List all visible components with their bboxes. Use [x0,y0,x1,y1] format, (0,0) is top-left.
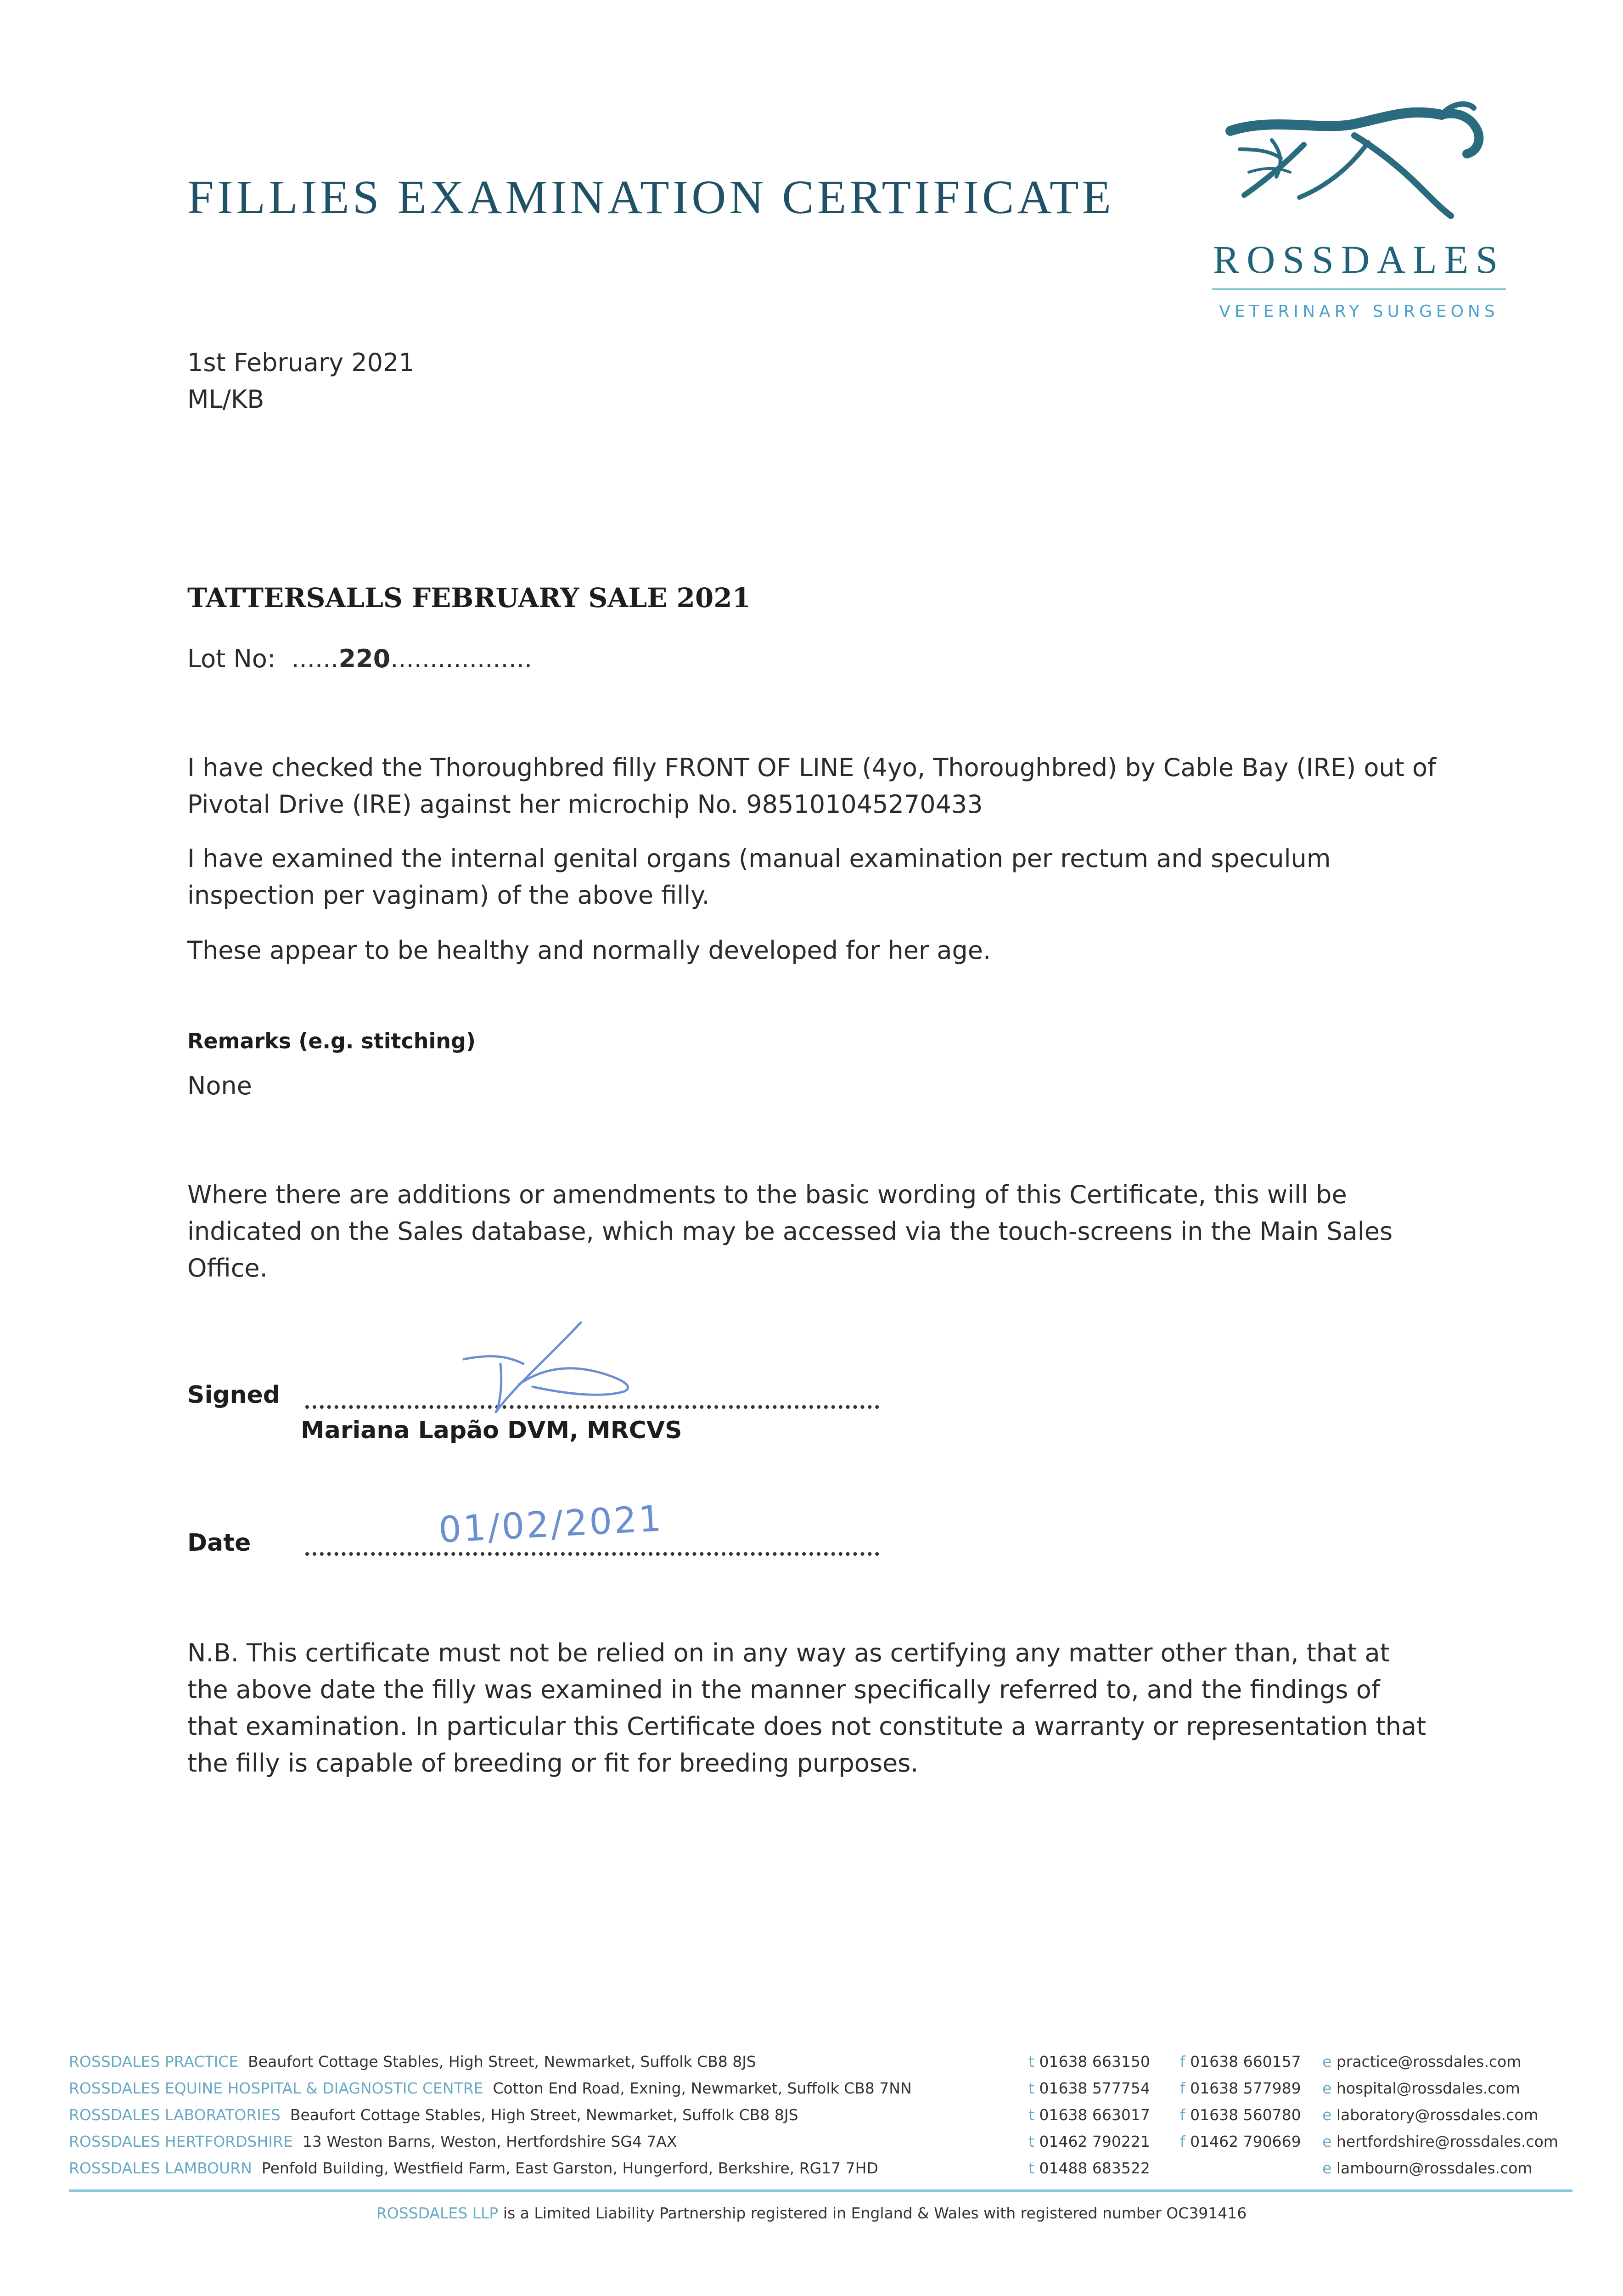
footer-row [69,2106,798,2124]
remarks-label: Remarks (e.g. stitching) [187,1029,476,1053]
llp-text: is a Limited Liability Partnership registered in England & Wales with registered number OC391416 [503,2204,1247,2222]
footer-email: e practice@rossdales.com [1322,2053,1522,2071]
handwritten-date: 01/02/2021 [437,1498,664,1551]
disclaimer-paragraph: N.B. This certificate must not be relied on in any way as certifying any matter other than, that at the above date the filly was examined in the manner specifically referred to, and the findings of that examination. In particular this Certificate does not constitute a warranty or representation that the filly is capable of breeding or fit for breeding purposes. [187,1638,1426,1778]
footer-divider [69,2189,1572,2192]
footer-phone: t 01638 577754 [1028,2079,1150,2097]
footer-address: Cotton End Road, Exning, Newmarket, Suffolk CB8 7NN [493,2079,912,2097]
identification-paragraph: I have checked the Thoroughbred filly FRONT OF LINE (4yo, Thoroughbred) by Cable Bay (IRE) out of Pivotal Drive (IRE) against her microchip No. 985101045270433 [187,753,1436,819]
footer-email: e hertfordshire@rossdales.com [1322,2133,1558,2150]
lot-suffix: .................. [390,644,533,673]
date-label: Date [187,1529,251,1557]
signed-label: Signed [187,1381,281,1409]
footer-org: ROSSDALES LAMBOURN [69,2159,252,2177]
llp-registration [0,2204,1623,2222]
footer-email: e lambourn@rossdales.com [1322,2159,1533,2177]
footer-org: ROSSDALES PRACTICE [69,2053,239,2071]
llp-org: ROSSDALES LLP [376,2204,499,2222]
footer-row [69,2159,878,2177]
lot-number-line [187,641,532,677]
footer-address: Penfold Building, Westfield Farm, East Garston, Hungerford, Berkshire, RG17 7HD [261,2159,878,2177]
footer-fax: f 01638 660157 [1180,2053,1301,2071]
footer-org: ROSSDALES EQUINE HOSPITAL & DIAGNOSTIC CENTRE [69,2079,483,2097]
footer-phone: t 01638 663150 [1028,2053,1150,2071]
logo-divider [1212,288,1506,290]
letter-reference: ML/KB [187,385,264,414]
footer-row [69,2133,677,2150]
signatory-name: Mariana Lapão DVM, MRCVS [301,1417,682,1444]
remarks-value: None [187,1071,252,1100]
footer-address: Beaufort Cottage Stables, High Street, Newmarket, Suffolk CB8 8JS [290,2106,798,2124]
lot-label: Lot No: [187,644,276,673]
footer-fax: f 01462 790669 [1180,2133,1301,2150]
logo-tagline: VETERINARY SURGEONS [1219,302,1499,321]
examination-paragraph: I have examined the internal genital organs (manual examination per rectum and speculum inspection per vaginam) of the above filly. [187,844,1331,910]
footer-phone: t 01462 790221 [1028,2133,1150,2150]
amendments-paragraph: Where there are additions or amendments to the basic wording of this Certificate, this will be indicated on the Sales database, which may be accessed via the touch-screens in the Main Sales Office. [187,1180,1393,1283]
footer-address: Beaufort Cottage Stables, High Street, Newmarket, Suffolk CB8 8JS [248,2053,756,2071]
footer-email: e hospital@rossdales.com [1322,2079,1520,2097]
footer-org: ROSSDALES LABORATORIES [69,2106,281,2124]
footer-row [69,2079,912,2097]
date-line [305,1552,879,1556]
handwritten-signature [450,1318,643,1424]
footer-fax: f 01638 560780 [1180,2106,1301,2124]
certificate-title: FILLIES EXAMINATION CERTIFICATE [187,171,1115,224]
footer-phone: t 01638 663017 [1028,2106,1150,2124]
findings-paragraph: These appear to be healthy and normally developed for her age. [187,936,991,965]
sale-title: TATTERSALLS FEBRUARY SALE 2021 [187,582,751,613]
lot-prefix: ...... [291,644,339,673]
footer-row [69,2053,756,2071]
footer-address: 13 Weston Barns, Weston, Hertfordshire SG4 7AX [302,2133,677,2150]
galloping-horse-icon [1203,99,1515,328]
footer-org: ROSSDALES HERTFORDSHIRE [69,2133,293,2150]
footer-email: e laboratory@rossdales.com [1322,2106,1539,2124]
footer-fax: f 01638 577989 [1180,2079,1301,2097]
logo-wordmark: ROSSDALES [1213,237,1505,281]
footer-phone: t 01488 683522 [1028,2159,1150,2177]
lot-value: 220 [338,644,391,673]
letter-date: 1st February 2021 [187,348,415,377]
